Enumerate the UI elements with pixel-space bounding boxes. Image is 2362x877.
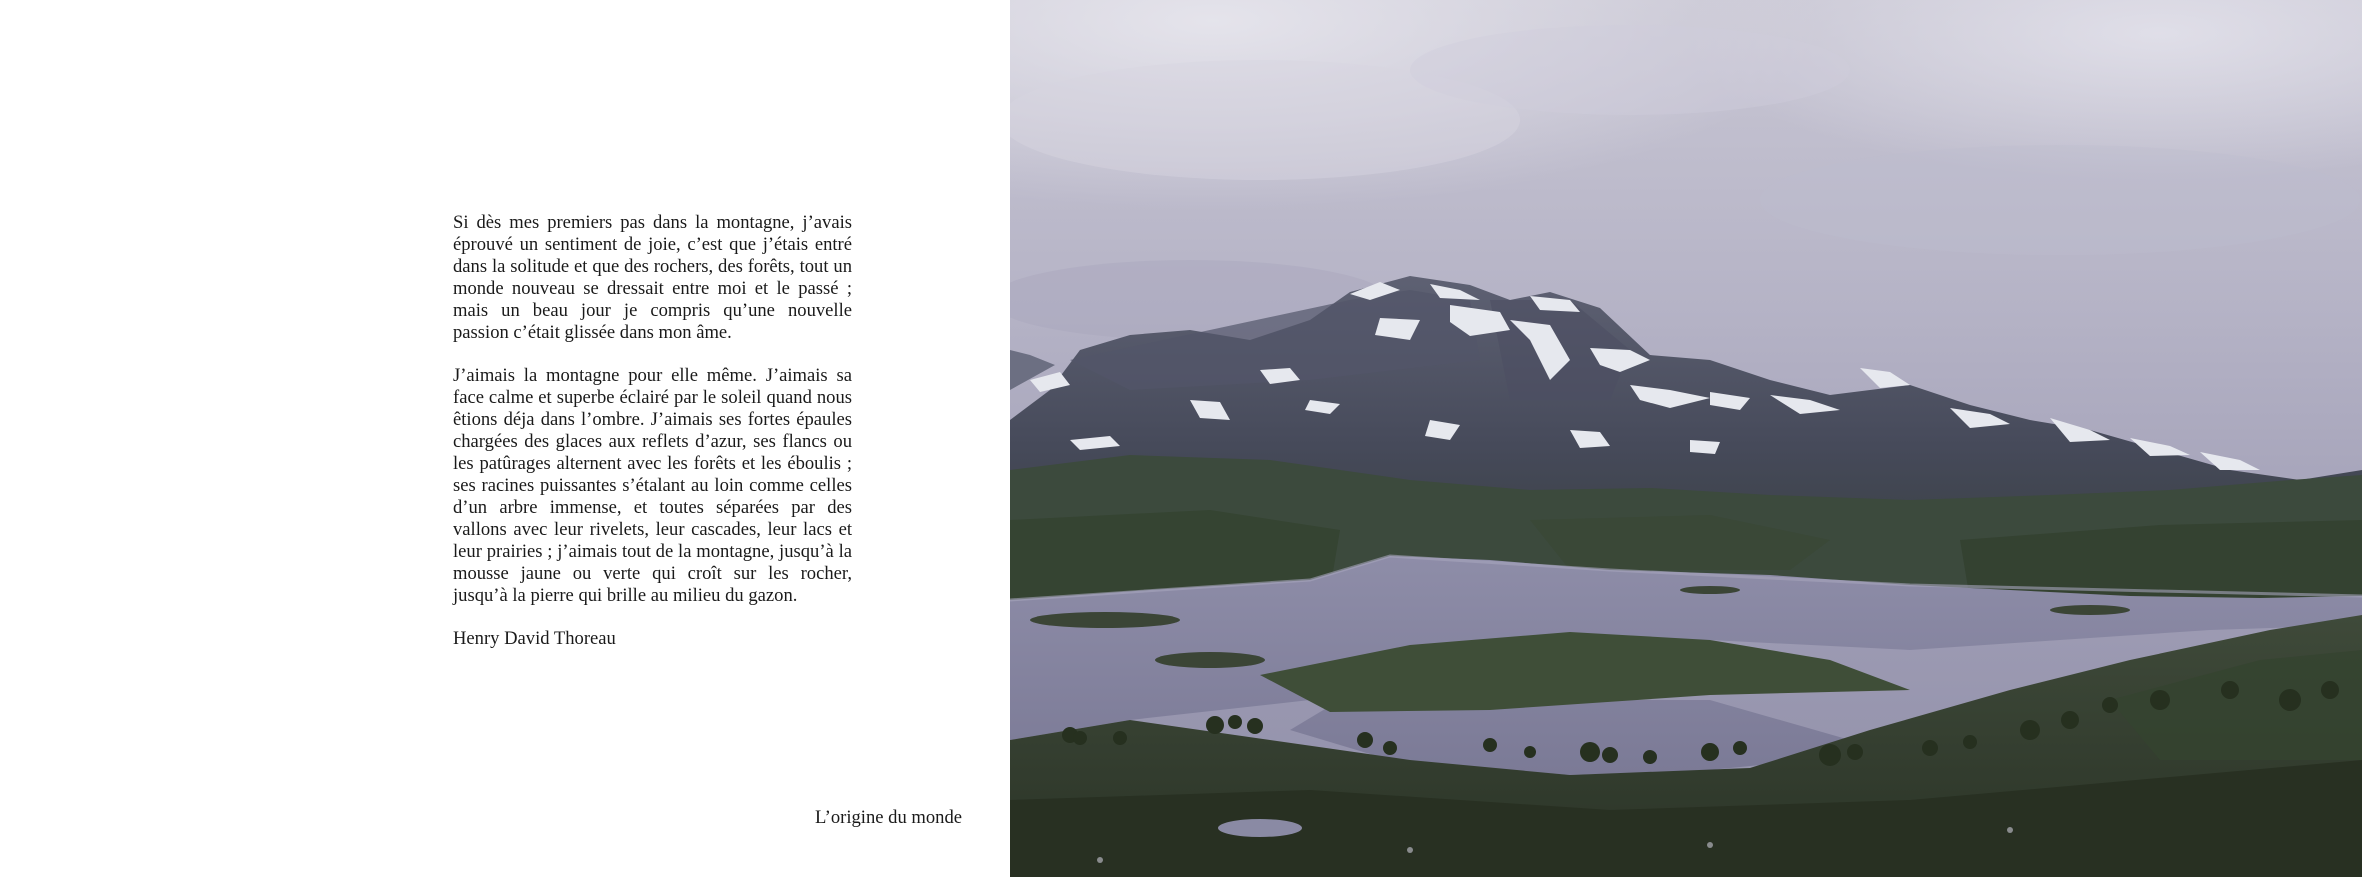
quote-author: Henry David Thoreau bbox=[453, 628, 616, 650]
quote-text-block bbox=[453, 212, 852, 672]
left-page bbox=[0, 0, 1010, 877]
book-title-footer: L’origine du monde bbox=[814, 807, 962, 828]
quote-paragraph-2: J’aimais la montagne pour elle même. J’aimais sa face calme et superbe éclairé par le soleil quand nous êtions déja dans l’ombre. J’aimais ses fortes épaules chargées des glaces aux reflets d’azur, ses flancs ou les patûrages alternent avec les forêts et les éboulis ; ses racines puissantes s’étalant au loin comme celles d’un arbre immense, et toutes séparées par des vallons avec leur rivelets, leur cascades, leur lacs et leur prairies ; j’aimais tout de la montagne, jusqu’à la mousse jaune ou verte qui croît sur les rocher, jusqu’à la pierre qui brille au milieu du gazon. bbox=[453, 365, 852, 606]
landscape-photo bbox=[1010, 0, 2362, 877]
quote-paragraph-1: Si dès mes premiers pas dans la montagne, j’avais éprouvé un sentiment de joie, c’est que j’étais entré dans la solitude et que des rochers, des forêts, tout un monde nouveau se dressait entre moi et le passé ; mais un beau jour je compris qu’une nouvelle passion c’était glissée dans mon âme. bbox=[453, 212, 852, 343]
